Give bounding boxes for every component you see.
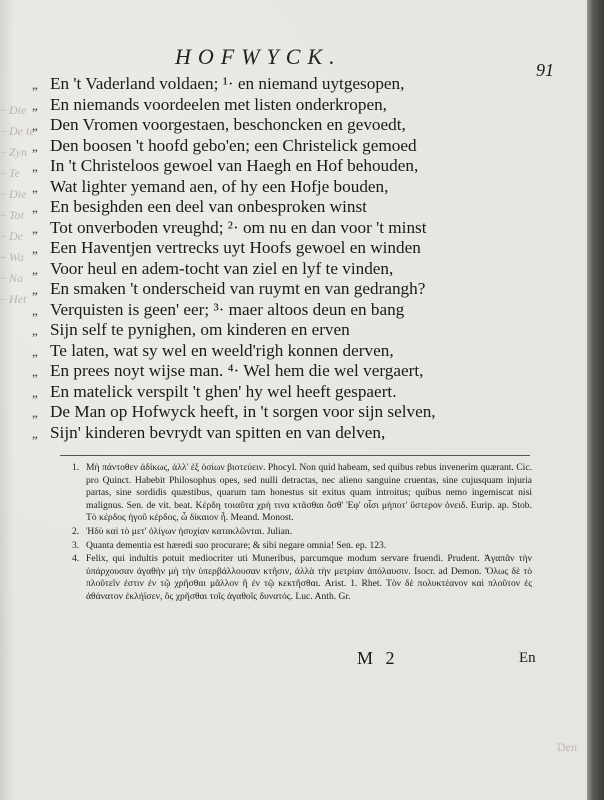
quote-mark: „ [32,179,38,195]
footnote-number: 4. [72,553,80,565]
verse-text: En smaken 't onderscheid van ruymt en van gedrangh? [50,279,426,298]
verse-text: Voor heul en adem-tocht van ziel en lyf te vinden, [50,258,394,278]
verse-line [32,320,572,341]
verse-line [32,341,572,362]
footnotes [72,462,532,605]
footnote [72,462,532,525]
verse-text: De Man op Hofwyck heeft, in 't sorgen voor sijn selven, [50,402,436,421]
quote-mark: „ [32,159,38,174]
show-through-text-right: Den [557,740,577,754]
catchword: En [519,650,536,666]
quote-mark: „ [32,282,38,297]
verse-text: Sijn' kinderen bevrydt van spitten en van delven, [50,422,386,442]
footnote-text: Ἡδὺ καὶ τὸ μετ' ὀλίγων ἡσυχίαν κατακλῶνται. Julian. [86,525,293,537]
footnote-number: 1. [72,462,80,473]
signature-mark: M 2 [357,648,399,668]
running-head: HOFWYCK. [175,44,342,69]
verse-line [32,156,572,177]
quote-mark: „ [32,77,38,92]
footnote-number: 3. [72,539,80,551]
verse-line [32,238,572,259]
verse-line [32,423,572,444]
quote-mark: „ [32,118,38,133]
verse-text: Den boosen 't hoofd gebo'en; een Christelick gemoed [50,135,417,155]
verse-text: En 't Vaderland voldaen; ¹· en niemand uytgesopen, [50,74,405,93]
footnote-rule [60,455,530,456]
verse-line [32,361,572,382]
quote-mark: „ [32,220,38,236]
verse-line [32,402,572,423]
footnote [72,553,532,603]
page-number: 91 [536,60,554,80]
verse-line [32,300,572,321]
verse-line [32,259,572,280]
verse-text: Sijn self te pynighen, om kinderen en erven [50,320,350,339]
quote-mark: „ [32,241,38,256]
verse-text: Een Haventjen vertrecks uyt Hoofs gewoel en winden [50,238,421,257]
footnote [72,526,532,539]
footnote [72,540,532,553]
quote-mark: „ [32,323,38,338]
quote-mark: „ [32,405,38,420]
verse-line [32,279,572,300]
verse-line [32,218,572,239]
show-through-text: ·· Die ·· De te ·· Zyn ·· Te ·· Die ·· Tot ·· De ·· Wa ·· Na ·· Het [0,103,35,306]
footnote-text: Μὴ πάντοθεν ἀδίκως, ἀλλ' ἐξ ὁσίων βιοτεύειν. Phocyl. Non quid habeam, sed quibus rebus invenerim quærant. Cic. pro Quinct. Habebit Philosophus opes, sed nulli detractas, nec alieno sanguine cruentas, sine cujusquam injuria partas, sine sordidis quæstibus, quarum tam honestus sit exitus quam introitus; quibus nemo ingemiscat nisi malignus. Sen. de vit. beat. Κέρδη τοιαῦτα χρὴ τινα κτᾶσθαι ὅσθ' Ἐφ' οἷσι μήποτ' ὕστερον ὀνειδ. Eurip. ap. Stob. Τὸ κέρδος ἡγοῦ κέρδος, ὦ δίκαιον ἦ. Meand. Monost. [86,462,532,524]
verse-text: In 't Christeloos gewoel van Haegh en Hof behouden, [50,156,419,175]
verse-line [32,177,572,198]
verse-text: En besighden een deel van onbesproken winst [50,197,367,216]
verse-text: Den Vromen voorgestaen, beschoncken en gevoedt, [50,115,406,134]
verse-line [32,74,572,95]
quote-mark: „ [32,261,38,277]
verse-text: En prees noyt wijse man. ⁴· Wel hem die wel vergaert, [50,361,424,380]
quote-mark: „ [32,138,38,154]
verse-block [32,74,572,443]
verse-text: En matelick verspilt 't ghen' hy wel heeft gespaert. [50,381,397,401]
verse-text: Wat lighter yemand aen, of hy een Hofje bouden, [50,176,389,196]
verse-line [32,136,572,157]
footnote-text: Felix, qui indultis potuit mediocriter uti Muneribus, parcumque modum servare fruendi. Prudent. Ἀγαπᾶν τὴν ὑπάρχουσαν ἀγαθὴν μὴ τὴν ὑπερβάλλουσαν κτῆσιν, ἀλλὰ τὴν μετρίαν ἀπόλαυσιν. Isocr. ad Demon. Ὅλως δὲ τὸ πλοῦτεῖν ἐστιν ἐν τῷ χρῆσθαι μᾶλλον ἢ ἐν τῷ κεκτῆσθαι. Arist. 1. Rhet. Τὸν δὲ πολυκτέανον καὶ πλοῦτον ἐς ἀθάνατον ἐκλήϊσεν, ὃς χρῆσθαι τοῖς ἀγαθοῖς δυνατός. Luc. Anth. Gr. [86,553,532,602]
quote-mark: „ [32,425,38,441]
verse-line [32,197,572,218]
quote-mark: „ [32,200,38,215]
footnote-text: Quanta dementia est hæredi suo procurare; & sibi negare omnia! Sen. ep. 123. [86,539,387,551]
verse-text: En niemands voordeelen met listen onderkropen, [50,94,387,114]
quote-mark: „ [32,384,38,400]
quote-mark: „ [32,364,38,379]
verse-line [32,115,572,136]
footnote-number: 2. [72,525,80,537]
quote-mark: „ [32,302,38,318]
verse-text: Tot onverboden vreughd; ²· om nu en dan voor 't minst [50,217,427,237]
verse-text: Verquisten is geen' eer; ³· maer altoos deun en bang [50,299,405,319]
quote-mark: „ [32,343,38,359]
book-edge [587,0,604,800]
verse-text: Te laten, wat sy wel en weeld'righ konnen derven, [50,340,394,360]
verse-line [32,95,572,116]
quote-mark: „ [32,97,38,113]
verse-line [32,382,572,403]
